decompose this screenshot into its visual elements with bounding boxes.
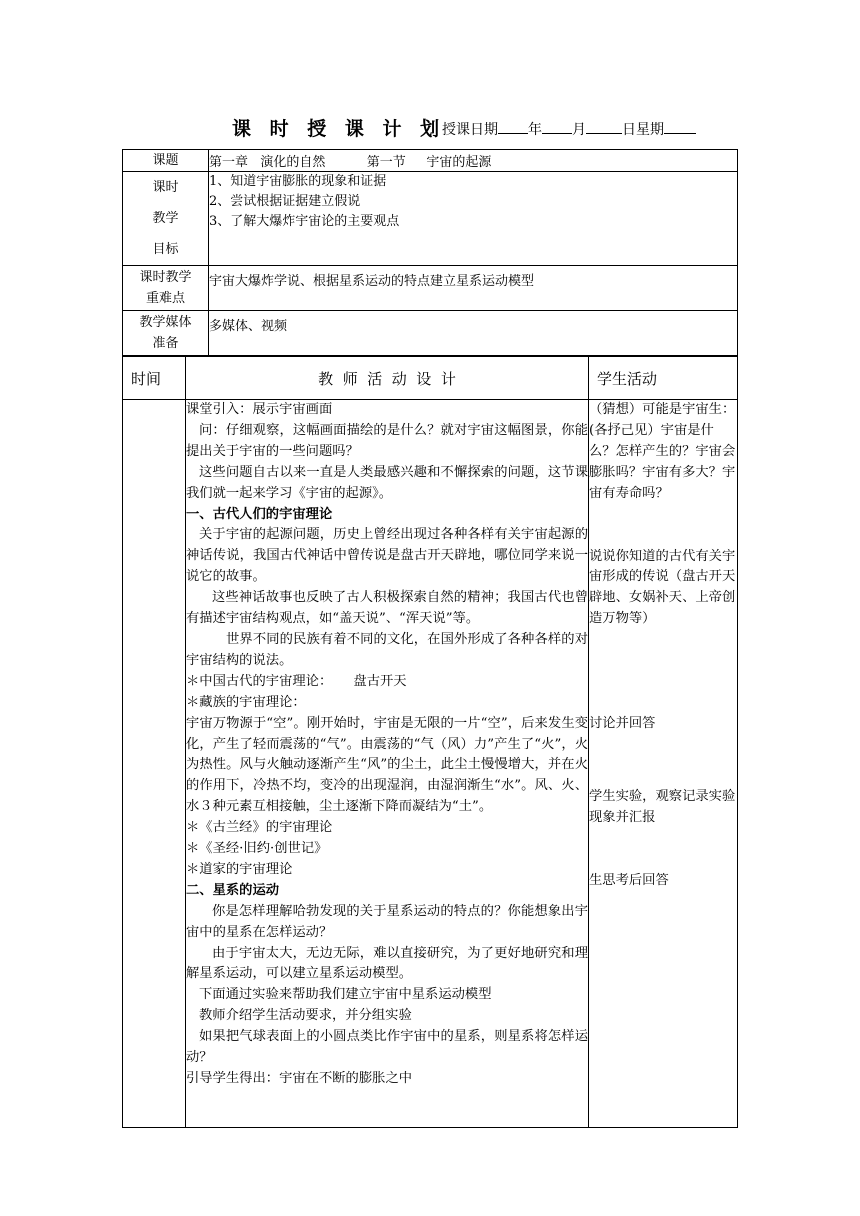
day-label: 日星期: [622, 122, 664, 138]
goal-label-3: 目标: [152, 242, 179, 257]
plan-header-row: [123, 357, 738, 400]
teacher-line: ＊《古兰经》的宇宙理论: [186, 820, 333, 836]
key-value: 宇宙大爆炸学说、根据星系运动的特点建立星系运动模型: [209, 266, 738, 311]
media-value: 多媒体、视频: [209, 311, 738, 356]
page-title: 课 时 授 课 计 划: [232, 118, 446, 140]
goal-list: [209, 172, 738, 266]
key-label-2: 重难点: [145, 291, 185, 306]
plan-body-row: [123, 400, 738, 1128]
goal-row: [123, 172, 738, 266]
teacher-line: 下面通过实验来帮助我们建立宇宙中星系运动模型: [199, 987, 492, 1003]
teacher-activity: [186, 400, 589, 1128]
media-label-1: 教学媒体: [139, 315, 192, 330]
section-heading: 一、古代人们的宇宙理论: [186, 506, 333, 522]
spacer: [589, 829, 737, 871]
spacer: [589, 505, 737, 547]
spacer: [589, 630, 737, 714]
goal-label-1: 课时: [152, 180, 179, 195]
media-label: [123, 311, 209, 356]
activity-plan-table: [122, 356, 738, 1128]
year-label: 年: [528, 122, 542, 138]
teacher-line: 世界不同的民族有着不同的文化，在国外形成了各种各样的对宇宙结构的说法。: [186, 631, 588, 668]
section-heading: 二、星系的运动: [186, 882, 280, 898]
month-blank: [542, 119, 572, 134]
teacher-line: 这些神话故事也反映了古人积极探索自然的精神；我国古代也曾有描述宇宙结构观点，如“盖天说”、“浑天说”等。: [186, 590, 588, 627]
goal-item: 3、了解大爆炸宇宙论的主要观点: [209, 214, 400, 229]
topic-row: [123, 150, 738, 172]
student-line: 说说你知道的古代有关宇宙形成的传说（盘古开天辟地、女娲补天、上帝创造万物等）: [589, 548, 736, 627]
teacher-line: 这些问题自古以来一直是人类最感兴趣和不懈探索的问题，这节课我们就一起来学习《宇宙的起源》。: [186, 464, 588, 501]
page-header: [0, 114, 860, 144]
student-line: （猜想）可能是宇宙生：(各抒己见）宇宙是什么？怎样产生的？宇宙会膨胀吗？宇宙有多大？宇宙有寿命吗？: [589, 402, 736, 501]
teacher-line: ＊《圣经·旧约·创世记》: [186, 841, 328, 857]
student-line: 讨论并回答: [589, 716, 656, 732]
teacher-line: 引导学生得出：宇宙在不断的膨胀之中: [186, 1071, 413, 1086]
topic-label: 课题: [123, 150, 209, 172]
col-student: 学生活动: [589, 357, 738, 400]
spacer: [589, 735, 737, 787]
teacher-line: 宇宙万物源于“空”。刚开始时，宇宙是无限的一片“空”，后来发生变化，产生了轻而震荡的“气”。由震荡的“气（风）力”产生了“火”，火为热性。风与火触动逐渐产生“风”的尘土，此尘土慢慢增大，并在火的作用下，冷热不均，变冷的出现湿润，由湿润渐生“水”。风、火、水３种元素互相接触，尘土逐渐下降而凝结为“土”。: [186, 715, 588, 815]
teacher-line: 如果把气球表面上的小圆点类比作宇宙中的星系，则星系将怎样运动？: [186, 1029, 588, 1066]
teacher-line: 关于宇宙的起源问题，历史上曾经出现过各种各样有关宇宙起源的神话传说，我国古代神话中曾传说是盘古开天辟地，哪位同学来说一说它的故事。: [186, 527, 588, 585]
teacher-line: 教师介绍学生活动要求，并分组实验: [199, 1008, 412, 1024]
teacher-line: 由于宇宙太大，无边无际，难以直接研究，为了更好地研究和理解星系运动，可以建立星系运动模型。: [186, 945, 588, 982]
col-teacher: 教 师 活 动 设 计: [186, 357, 589, 400]
key-row: [123, 266, 738, 311]
student-line: 生思考后回答: [589, 872, 669, 888]
goal-label: [123, 172, 209, 266]
time-cell: [123, 400, 186, 1128]
student-activity: [589, 400, 738, 1128]
goal-item: 1、知道宇宙膨胀的现象和证据: [209, 174, 387, 189]
year-blank: [498, 119, 528, 134]
col-time: 时间: [123, 357, 186, 400]
key-label-1: 课时教学: [139, 270, 192, 285]
teacher-line: ＊道家的宇宙理论: [186, 861, 293, 877]
teacher-line: ＊中国古代的宇宙理论： 盘古开天: [186, 673, 407, 689]
goal-item: 2、尝试根据证据建立假说: [209, 194, 361, 209]
media-label-2: 准备: [152, 336, 179, 351]
teacher-line: 课堂引入：展示宇宙画面: [186, 402, 333, 417]
teacher-line: 问：仔细观察，这幅画面描绘的是什么？就对宇宙这幅图景，你能提出关于宇宙的一些问题吗？: [186, 422, 588, 459]
day-blank: [586, 119, 622, 134]
lesson-info-table: [122, 149, 738, 356]
weekday-blank: [664, 119, 696, 134]
student-line: 学生实验，观察记录实验现象并汇报: [589, 789, 736, 825]
teacher-line: 你是怎样理解哈勃发现的关于星系运动的特点的？你能想象出宇宙中的星系在怎样运动？: [186, 903, 588, 940]
media-row: [123, 311, 738, 356]
key-label: [123, 266, 209, 311]
goal-label-2: 教学: [152, 211, 179, 226]
date-prefix: 授课日期: [442, 122, 498, 138]
date-line: [442, 119, 696, 139]
teacher-line: ＊藏族的宇宙理论：: [186, 694, 306, 710]
topic-value: 第一章 演化的自然 第一节 宇宙的起源: [209, 150, 738, 172]
month-label: 月: [572, 122, 586, 138]
